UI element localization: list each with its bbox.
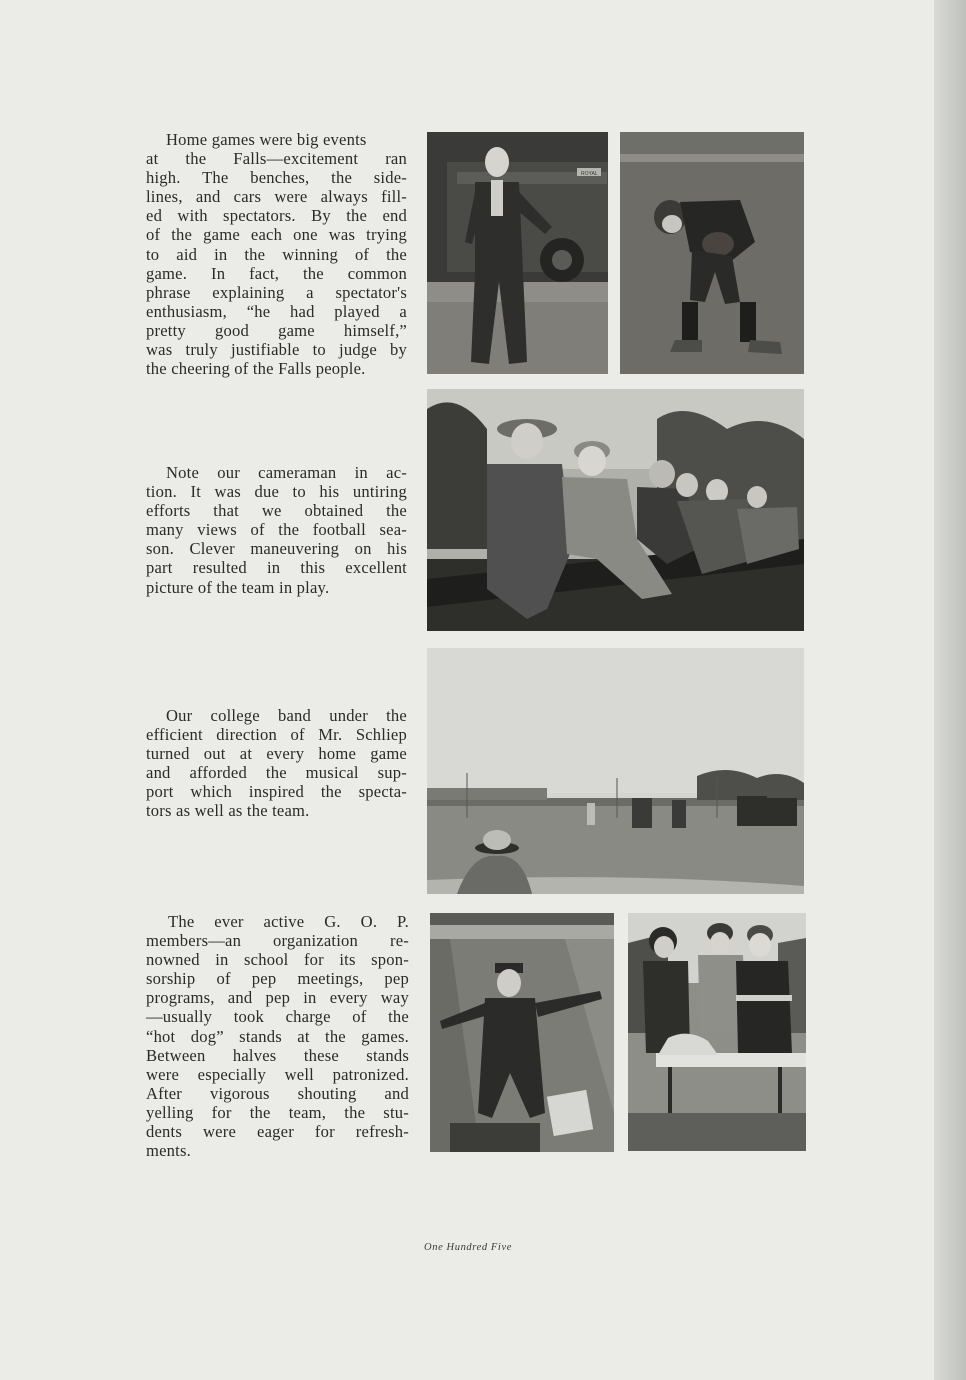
- text-line: the cheering of the Falls people.: [146, 359, 366, 379]
- text-line: game. In fact, the common: [146, 263, 407, 283]
- paragraph-gop-members: [146, 912, 409, 1160]
- text-line: The ever active G. O. P.: [168, 912, 409, 931]
- photo-spectators-bleachers: [427, 389, 804, 631]
- text-line: nowned in school for its spon-: [146, 950, 409, 970]
- text-line: son. Clever maneuvering on his: [146, 539, 407, 559]
- paragraph-cameraman: [146, 463, 407, 597]
- text-line: ments.: [146, 1141, 191, 1161]
- photo-football-player: [620, 132, 804, 374]
- text-line: Between halves these stands: [146, 1045, 409, 1065]
- text-line: After vigorous shouting and: [146, 1083, 409, 1103]
- text-line: turned out at every home game: [146, 744, 407, 764]
- text-line: Our college band under the: [166, 706, 407, 725]
- text-line: were especially well patronized.: [146, 1064, 409, 1084]
- text-line: ed with spectators. By the end: [146, 206, 407, 226]
- text-line: efforts that we obtained the: [146, 501, 407, 521]
- text-line: yelling for the team, the stu-: [146, 1102, 409, 1122]
- text-line: dents were eager for refresh-: [146, 1122, 409, 1142]
- text-line: tion. It was due to his untiring: [146, 482, 407, 502]
- text-line: sorship of pep meetings, pep: [146, 969, 409, 989]
- text-line: part resulted in this excellent: [146, 558, 407, 578]
- text-line: —usually took charge of the: [146, 1007, 409, 1027]
- text-line: port which inspired the specta-: [146, 782, 407, 802]
- photo-man-by-car: [427, 132, 608, 374]
- text-line: phrase explaining a spectator's: [146, 282, 407, 302]
- text-line: efficient direction of Mr. Schliep: [146, 725, 407, 745]
- text-line: Note our cameraman in ac-: [166, 463, 407, 482]
- text-line: was truly justifiable to judge by: [146, 340, 407, 360]
- bus-sign-text: ROYAL: [581, 171, 598, 177]
- text-line: to aid in the winning of the: [146, 244, 407, 264]
- text-line: and afforded the musical sup-: [146, 763, 407, 783]
- photo-man-gesturing: [430, 913, 614, 1152]
- text-line: members—an organization re-: [146, 931, 409, 951]
- page-edge: [934, 0, 966, 1380]
- text-line: lines, and cars were always fill-: [146, 187, 407, 207]
- photo-football-field: [427, 648, 804, 894]
- text-line: “hot dog” stands at the games.: [146, 1026, 409, 1046]
- page-number-footer: One Hundred Five: [424, 1242, 512, 1253]
- text-line: enthusiasm, “he had played a: [146, 301, 407, 321]
- text-line: pretty good game himself,”: [146, 320, 407, 340]
- text-line: high. The benches, the side-: [146, 168, 407, 188]
- text-line: Home games were big events: [166, 130, 367, 149]
- text-line: many views of the football sea-: [146, 520, 407, 540]
- paragraph-college-band: [146, 706, 407, 821]
- text-line: of the game each one was trying: [146, 225, 407, 245]
- photo-hot-dog-stand: [628, 913, 806, 1151]
- text-line: programs, and pep in every way: [146, 988, 409, 1008]
- text-line: at the Falls—excitement ran: [146, 149, 407, 169]
- text-line: tors as well as the team.: [146, 801, 310, 821]
- paragraph-home-games: [146, 130, 407, 378]
- text-line: picture of the team in play.: [146, 577, 330, 597]
